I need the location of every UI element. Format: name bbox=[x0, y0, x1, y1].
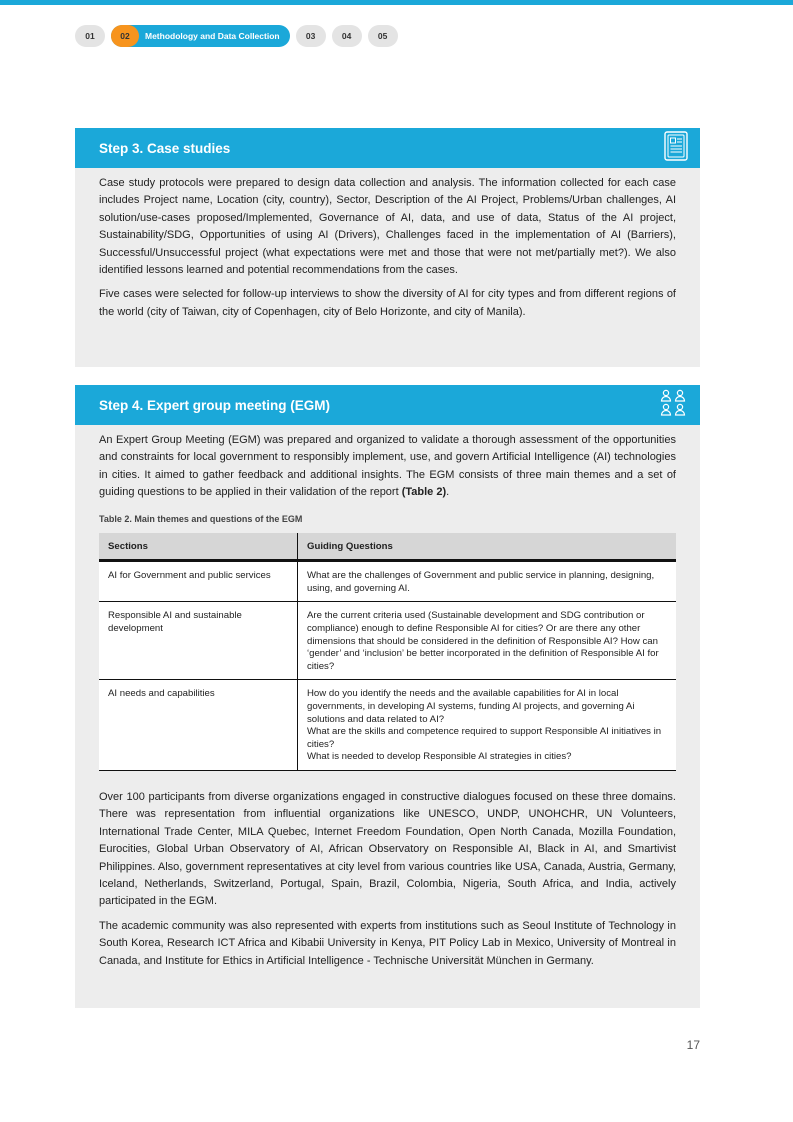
table-header-row bbox=[99, 533, 676, 561]
table-row bbox=[99, 680, 676, 771]
table-cell-section: AI needs and capabilities bbox=[99, 680, 298, 771]
step4-academic-paragraph: The academic community was also represented with experts from institutions such as Seoul Institute of Technology in South Korea, Research ICT Africa and Kibabii University in Kenya, PIT Policy Lab in Mexico, University of Montreal in Canada, and Institute for Ethics in Artificial Intelligence - Technische Universität München in Germany. bbox=[99, 919, 676, 967]
chapter-tab-02-label: Methodology and Data Collection bbox=[145, 31, 280, 41]
table-row bbox=[99, 602, 676, 680]
step4-body bbox=[75, 425, 700, 970]
egm-themes-table bbox=[99, 533, 676, 771]
table-cell-questions: What are the challenges of Government and public service in planning, designing, using, and governing AI. bbox=[298, 561, 677, 602]
table-header-sections: Sections bbox=[99, 533, 298, 561]
step3-body bbox=[75, 168, 700, 321]
step3-title: Step 3. Case studies bbox=[99, 140, 231, 156]
step3-section bbox=[75, 128, 700, 367]
chapter-tab-02-active[interactable] bbox=[111, 25, 290, 47]
table-cell-section: AI for Government and public services bbox=[99, 561, 298, 602]
chapter-navigation bbox=[75, 25, 398, 47]
step3-paragraph-1: Case study protocols were prepared to design data collection and analysis. The information collected for each case includes Project name, Location (city, country), Sector, Description of the AI Project, Problems/Urban challenges, AI solution/use-cases proposed/Implemented, Governance of AI, data, and use of data, Status of the AI project, Sustainability/SDG, Opportunities of using AI (Drivers), Challenges faced in the implementation of AI (Barriers), Successful/Unsuccessful project (what expectations were met and those that were not met/partially met?). We also identified lessons learned and potential recommendations from the cases. bbox=[99, 177, 676, 277]
step4-intro-end: . bbox=[446, 486, 450, 499]
table-cell-section: Responsible AI and sustainable development bbox=[99, 602, 298, 680]
chapter-tab-02-number: 02 bbox=[111, 25, 139, 47]
table-header-guiding-questions: Guiding Questions bbox=[298, 533, 677, 561]
table-caption: Table 2. Main themes and questions of the EGM bbox=[99, 513, 303, 524]
step4-section bbox=[75, 385, 700, 1008]
table-cell-questions: Are the current criteria used (Sustainable development and SDG contribution or compliance) enough to define Responsible AI for cities? Or are there any other dimensions that should be considered in the definition of Responsible AI? How can ‘gender’ and ‘inclusion’ be better incorporated in the definition of Responsible AI for cities? bbox=[298, 602, 677, 680]
table-2-reference: (Table 2) bbox=[401, 486, 447, 499]
chapter-tab-05[interactable]: 05 bbox=[368, 25, 398, 47]
table-row bbox=[99, 561, 676, 602]
step4-intro-paragraph bbox=[99, 432, 676, 502]
chapter-tab-03[interactable]: 03 bbox=[296, 25, 326, 47]
table-cell-questions: How do you identify the needs and the available capabilities for AI in local governments, in developing AI systems, funding AI projects, and governing Ai solutions and data related to AI? What are the skills and competence required to support Responsible AI initiatives in cities? What is needed to develop Responsible AI strategies in cities? bbox=[298, 680, 677, 771]
step4-header bbox=[75, 385, 700, 425]
step4-intro-text: An Expert Group Meeting (EGM) was prepared and organized to validate a thorough assessment of the opportunities and constraints for local government to responsibly implement, use, and govern Artificial Intelligence (AI) technologies in cities. It aimed to gather feedback and additional insights. The EGM consists of three main themes and a set of guiding questions to be applied in their validation of the report bbox=[99, 434, 676, 499]
step4-title: Step 4. Expert group meeting (EGM) bbox=[99, 397, 331, 413]
step4-participants-paragraph: Over 100 participants from diverse organizations engaged in constructive dialogues focused on these three domains. There was representation from influential organizations like UNESCO, UNDP, UNOHCHR, UN Volunteers, International Trade Center, MILA Quebec, Internet Freedom Foundation, Open North Canada, Mozilla Foundation, Eurocities, Global Urban Observatory of AI, African Observatory on Responsible AI, Black in AI, and Smartivist Philippines. Also, government representatives at city level from various countries like USA, Canada, Austria, Germany, Iceland, Netherlands, Switzerland, Portugal, Spain, Brazil, Colombia, Nigeria, South Africa, and India, actively participated in the EGM. bbox=[99, 790, 676, 908]
chapter-tab-01[interactable]: 01 bbox=[75, 25, 105, 47]
chapter-tab-04[interactable]: 04 bbox=[332, 25, 362, 47]
top-accent-bar bbox=[0, 0, 793, 5]
step3-paragraph-2: Five cases were selected for follow-up interviews to show the diversity of AI for city types and from different regions of the world (city of Taiwan, city of Copenhagen, city of Belo Horizonte, and city of Manila). bbox=[99, 288, 676, 318]
document-icon bbox=[664, 131, 688, 166]
group-people-icon bbox=[658, 388, 688, 423]
step3-header bbox=[75, 128, 700, 168]
page-number: 17 bbox=[686, 1038, 700, 1052]
